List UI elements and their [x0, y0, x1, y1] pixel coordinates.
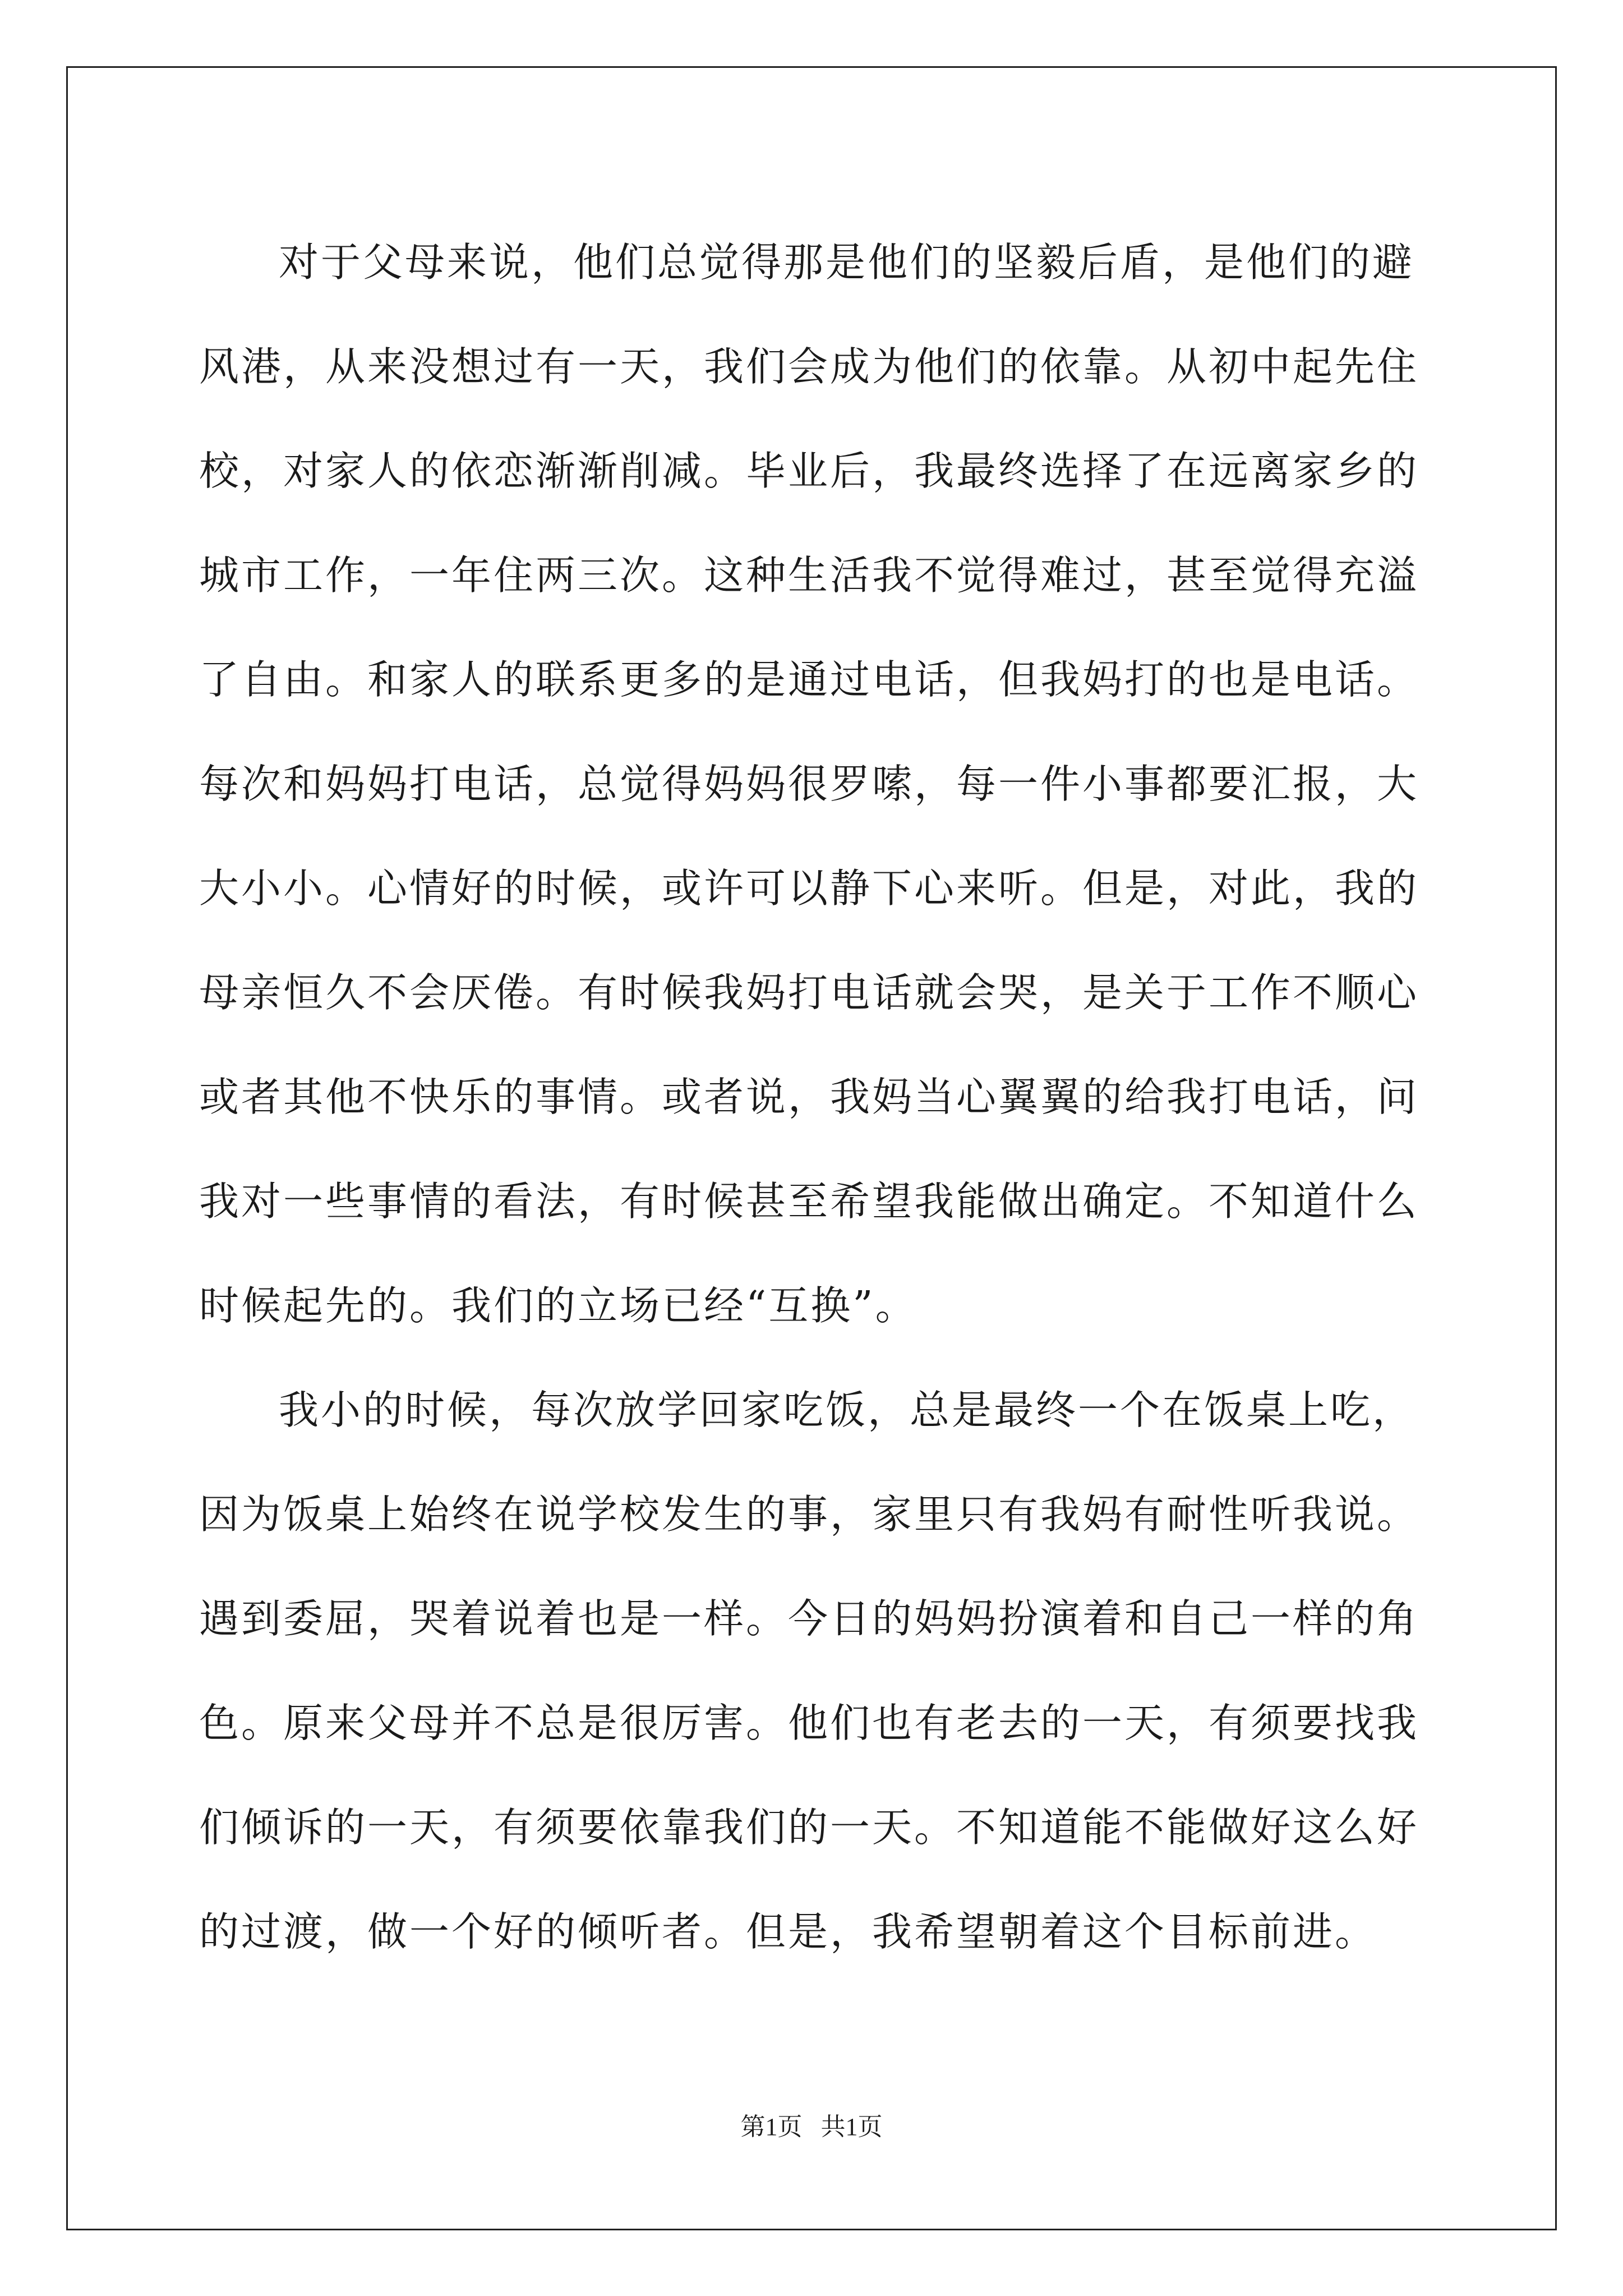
paragraph-2: 我小的时候，每次放学回家吃饭，总是最终一个在饭桌上吃，因为饭桌上始终在说学校发生的事，家里只有我妈有耐性听我说。遇到委屈，哭着说着也是一样。今日的妈妈扮演着和自己一样的角色。原来父母并不总是很厉害。他们也有老去的一天，有须要找我们倾诉的一天，有须要依靠我们的一天。不知道能不能做好这么好的过渡，做一个好的倾听者。但是，我希望朝着这个目标前进。: [199, 1387, 1419, 1955]
page-number-footer: 第1页 共1页: [740, 2113, 883, 2141]
paragraph-1: 对于父母来说，他们总觉得那是他们的坚毅后盾，是他们的避风港，从来没想过有一天，我们会成为他们的依靠。从初中起先住校，对家人的依恋渐渐削减。毕业后，我最终选择了在远离家乡的城市工作，一年住两三次。这种生活我不觉得难过，甚至觉得充溢了自由。和家人的联系更多的是通过电话，但我妈打的也是电话。每次和妈妈打电话，总觉得妈妈很罗嗦，每一件小事都要汇报，大大小小。心情好的时候，或许可以静下心来听。但是，对此，我的母亲恒久不会厌倦。有时候我妈打电话就会哭，是关于工作不顺心或者其他不快乐的事情。或者说，我妈当心翼翼的给我打电话，问我对一些事情的看法，有时候甚至希望我能做出确定。不知道什么时候起先的。我们的立场已经“互换”。: [199, 239, 1419, 1329]
document-body: [199, 210, 1419, 1984]
